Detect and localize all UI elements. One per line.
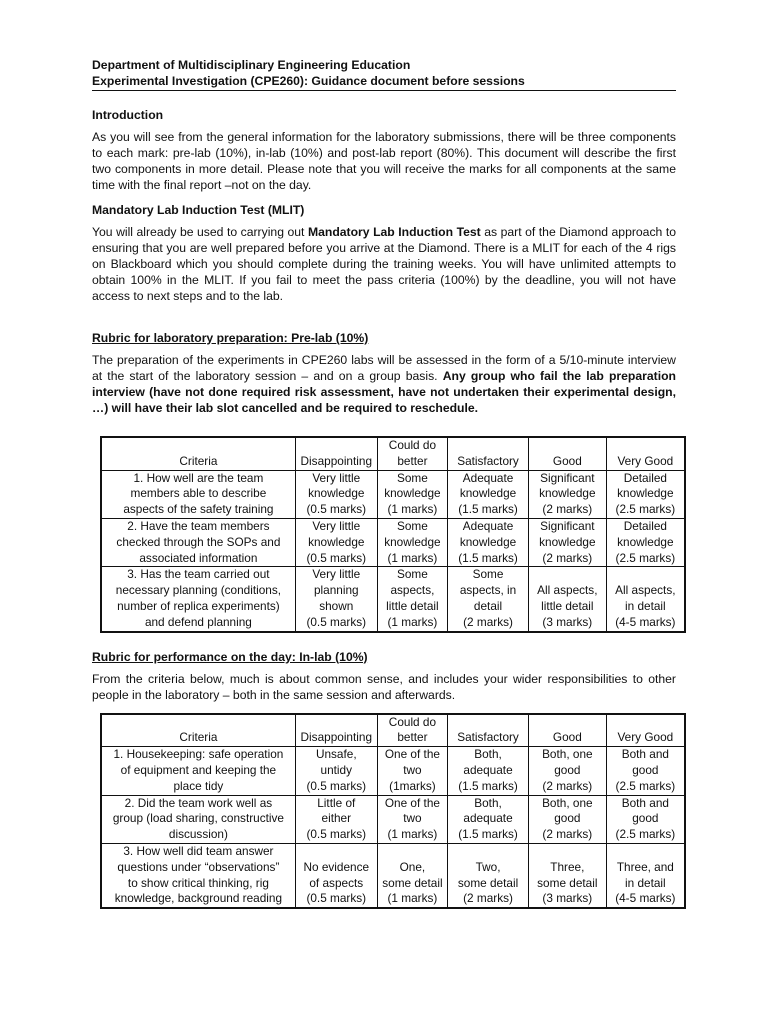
inlab-paragraph: From the criteria below, much is about common sense, and includes your wider responsibilities to other people in the laboratory – both in the same session and afterwards. (92, 671, 676, 702)
prelab-heading: Rubric for laboratory preparation: Pre-lab (10%) (92, 331, 369, 345)
rubric-cell: Both, adequate (1.5 marks) (448, 795, 529, 843)
header-very-good: Very Good (606, 437, 685, 470)
prelab-paragraph: The preparation of the experiments in CPE260 labs will be assessed in the form of a 5/10-minute interview at the start of the laboratory session – and on a group basis. Any group who fail the lab preparation interview (have not done required risk assessment, have not undertaken their experimental design, …) will have their lab slot cancelled and be required to reschedule. (92, 353, 676, 415)
rubric-cell: One of the two (1 marks) (377, 795, 447, 843)
rubric-cell: Unsafe, untidy (0.5 marks) (295, 747, 377, 795)
mlit-paragraph: You will already be used to carrying out Mandatory Lab Induction Test as part of the Diamond approach to ensuring that you are well prepared before you arrive at the Diamond. There is a MLIT for each of the 4 rigs on Blackboard which you should complete during the training weeks. You will have unlimited attempts to obtain 100% in the MLIT. If you fail to meet the pass criteria (100%) by the deadline, you will not have access to next steps and to the lab. (92, 225, 676, 303)
document-header (92, 57, 676, 91)
inlab-heading: Rubric for performance on the day: In-lab (10%) (92, 649, 368, 664)
rubric-cell: Some knowledge (1 marks) (377, 518, 447, 566)
header-good: Good (528, 714, 606, 747)
rubric-cell: Significant knowledge (2 marks) (528, 518, 606, 566)
rubric-cell: Both and good (2.5 marks) (606, 795, 685, 843)
rubric-cell: Both and good (2.5 marks) (606, 747, 685, 795)
criteria-cell: 1. How well are the team members able to describe aspects of the safety training (101, 470, 295, 518)
criteria-cell: 2. Did the team work well as group (load sharing, constructive discussion) (101, 795, 295, 843)
rubric-cell: Very little knowledge (0.5 marks) (295, 470, 377, 518)
rubric-cell: Significant knowledge (2 marks) (528, 470, 606, 518)
mlit-heading: Mandatory Lab Induction Test (MLIT) (92, 203, 305, 217)
rubric-cell: Both, one good (2 marks) (528, 795, 606, 843)
header-disappointing: Disappointing (295, 437, 377, 470)
header-satisfactory: Satisfactory (448, 437, 529, 470)
header-very-good: Very Good (606, 714, 685, 747)
table-row (101, 470, 685, 518)
prelab-warning: Any group who fail the lab preparation interview (have not done required risk assessment, have not undertaken their experimental design, …) will have their lab slot cancelled and be required to reschedule. (92, 369, 676, 415)
rubric-cell: One, some detail (1 marks) (377, 843, 447, 908)
rubric-cell: Some knowledge (1 marks) (377, 470, 447, 518)
criteria-cell: 1. Housekeeping: safe operation of equipment and keeping the place tidy (101, 747, 295, 795)
header-criteria: Criteria (101, 714, 295, 747)
rubric-cell: Three, and in detail (4-5 marks) (606, 843, 685, 908)
table-header-row (101, 714, 685, 747)
intro-paragraph: As you will see from the general information for the laboratory submissions, there will be three components to each mark: pre-lab (10%), in-lab (10%) and post-lab report (80%). This document will describe the first two components in more detail. Please note that you will receive the marks for all components at the same time with the final report –not on the day. (92, 130, 676, 192)
table-row (101, 843, 685, 908)
rubric-cell: No evidence of aspects (0.5 marks) (295, 843, 377, 908)
rubric-cell: One of the two (1marks) (377, 747, 447, 795)
rubric-cell: All aspects, little detail (3 marks) (528, 567, 606, 632)
rubric-cell: Some aspects, in detail (2 marks) (448, 567, 529, 632)
table-row (101, 518, 685, 566)
criteria-cell: 2. Have the team members checked through the SOPs and associated information (101, 518, 295, 566)
rubric-cell: Detailed knowledge (2.5 marks) (606, 470, 685, 518)
table-row (101, 747, 685, 795)
header-could-do-better: Could do better (377, 714, 447, 747)
criteria-cell: 3. Has the team carried out necessary planning (conditions, number of replica experiments) and defend planning (101, 567, 295, 632)
rubric-cell: Two, some detail (2 marks) (448, 843, 529, 908)
rubric-cell: Little of either (0.5 marks) (295, 795, 377, 843)
document-page (92, 57, 676, 909)
rubric-cell: Very little planning shown (0.5 marks) (295, 567, 377, 632)
criteria-cell: 3. How well did team answer questions under “observations” to show critical thinking, rig knowledge, background reading (101, 843, 295, 908)
header-criteria: Criteria (101, 437, 295, 470)
rubric-cell: Three, some detail (3 marks) (528, 843, 606, 908)
rubric-cell: All aspects, in detail (4-5 marks) (606, 567, 685, 632)
inlab-rubric-table (100, 713, 686, 910)
department-title: Department of Multidisciplinary Engineering Education (92, 58, 411, 72)
rubric-cell: Very little knowledge (0.5 marks) (295, 518, 377, 566)
header-good: Good (528, 437, 606, 470)
table-header-row (101, 437, 685, 470)
intro-heading: Introduction (92, 108, 164, 122)
document-title: Experimental Investigation (CPE260): Guidance document before sessions (92, 73, 676, 91)
rubric-cell: Adequate knowledge (1.5 marks) (448, 518, 529, 566)
rubric-cell: Both, adequate (1.5 marks) (448, 747, 529, 795)
rubric-cell: Some aspects, little detail (1 marks) (377, 567, 447, 632)
table-row (101, 795, 685, 843)
rubric-cell: Detailed knowledge (2.5 marks) (606, 518, 685, 566)
rubric-cell: Adequate knowledge (1.5 marks) (448, 470, 529, 518)
header-could-do-better: Could do better (377, 437, 447, 470)
header-disappointing: Disappointing (295, 714, 377, 747)
prelab-rubric-table (100, 436, 686, 633)
rubric-cell: Both, one good (2 marks) (528, 747, 606, 795)
mlit-bold-term: Mandatory Lab Induction Test (307, 225, 481, 239)
table-row (101, 567, 685, 632)
header-satisfactory: Satisfactory (448, 714, 529, 747)
